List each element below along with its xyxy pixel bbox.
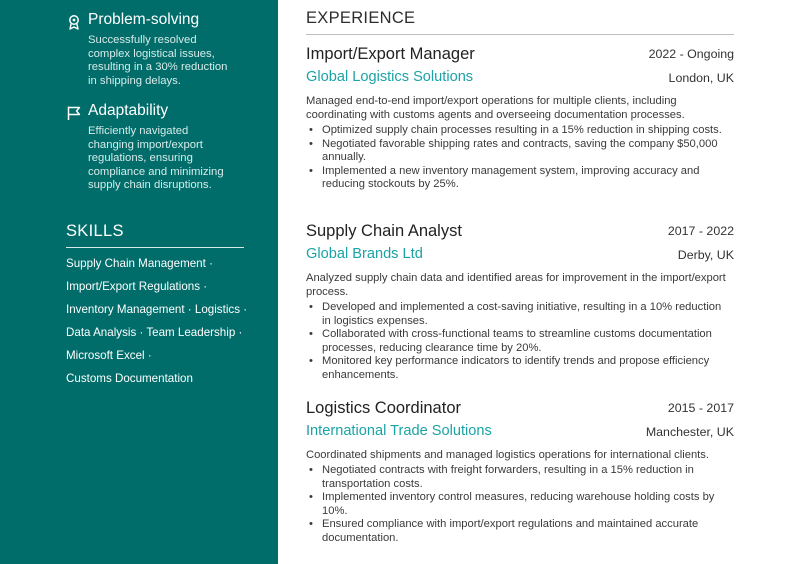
- skill-line: Inventory Management · Logistics ·: [66, 303, 248, 316]
- skill-line: Supply Chain Management ·: [66, 257, 213, 270]
- skill-line: Data Analysis · Team Leadership ·: [66, 326, 243, 339]
- job-summary: Coordinated shipments and managed logistics operations for international clients.: [306, 449, 709, 461]
- experience-divider: [306, 34, 734, 35]
- desc-line: supply chain disruptions.: [88, 179, 212, 192]
- job-summary: Managed end-to-end import/export operations for multiple clients, including coordinating with customs agents and overseeing documentation processes.: [306, 95, 685, 121]
- skills-divider: [66, 247, 244, 248]
- desc-line: complex logistical issues,: [88, 47, 215, 60]
- job-title: Supply Chain Analyst: [306, 222, 462, 240]
- desc-line: in shipping delays.: [88, 74, 181, 87]
- job-dates: 2022 - Ongoing: [648, 47, 734, 61]
- job-bullet: • Optimized supply chain processes resulting in a 15% reduction in shipping costs.: [306, 124, 726, 138]
- job-location: London, UK: [668, 71, 734, 85]
- desc-line: Efficiently navigated: [88, 125, 189, 137]
- desc-line: compliance and minimizing: [88, 165, 224, 178]
- skill-line: Import/Export Regulations ·: [66, 280, 208, 293]
- job-bullet: • Implemented inventory control measures, reducing warehouse holding costs by 10%.: [306, 491, 726, 518]
- job-title: Logistics Coordinator: [306, 399, 461, 417]
- job-bullet: • Negotiated contracts with freight forwarders, resulting in a 15% reduction in transportation costs.: [306, 464, 726, 491]
- job-bullet: • Developed and implemented a cost-saving initiative, resulting in a 10% reduction in logistics expenses.: [306, 301, 726, 328]
- company-name: Global Logistics Solutions: [306, 69, 474, 85]
- job-location: Derby, UK: [677, 248, 734, 262]
- job-bullet: • Collaborated with cross-functional teams to streamline customs documentation processes, reducing clearance time by 20%.: [306, 328, 726, 355]
- job-dates: 2017 - 2022: [667, 224, 734, 238]
- strength-title: Adaptability: [88, 102, 169, 119]
- job-bullet: • Ensured compliance with import/export regulations and maintained accurate documentation.: [306, 518, 726, 545]
- job-bullet: • Negotiated favorable shipping rates and contracts, saving the company $50,000 annually.: [306, 138, 726, 165]
- desc-line: regulations, ensuring: [88, 152, 193, 165]
- job-bullets: [306, 301, 734, 383]
- main-content: [306, 0, 734, 564]
- job-dates: 2015 - 2017: [667, 401, 734, 415]
- strength-description: [88, 125, 253, 193]
- desc-line: resulting in a 30% reduction: [88, 61, 228, 74]
- skill-line: Microsoft Excel ·: [66, 349, 152, 362]
- job-bullet: • Implemented a new inventory management system, improving accuracy and reducing stockouts by 25%.: [306, 165, 726, 192]
- job-title: Import/Export Manager: [306, 45, 475, 63]
- skills-heading: SKILLS: [66, 222, 124, 240]
- desc-line: changing import/export: [88, 138, 203, 151]
- job-summary: Analyzed supply chain data and identified areas for improvement in the import/export process.: [306, 272, 726, 298]
- strength-adaptability: [66, 102, 256, 193]
- company-name: Global Brands Ltd: [306, 246, 423, 262]
- sidebar: [0, 0, 278, 564]
- strength-problem-solving: [66, 11, 256, 88]
- company-name: International Trade Solutions: [306, 423, 492, 439]
- job-bullets: [306, 124, 734, 192]
- strength-description: [88, 34, 253, 88]
- award-ribbon-icon: [66, 14, 82, 30]
- skill-line: Customs Documentation: [66, 372, 193, 385]
- flag-icon: [66, 105, 82, 121]
- job-bullets: [306, 464, 734, 546]
- job-bullet: • Monitored key performance indicators to identify trends and propose efficiency enhancements.: [306, 355, 726, 382]
- strength-title: Problem-solving: [88, 11, 200, 28]
- experience-heading: EXPERIENCE: [306, 9, 416, 27]
- job-location: Manchester, UK: [645, 425, 734, 439]
- desc-line: Successfully resolved: [88, 34, 197, 46]
